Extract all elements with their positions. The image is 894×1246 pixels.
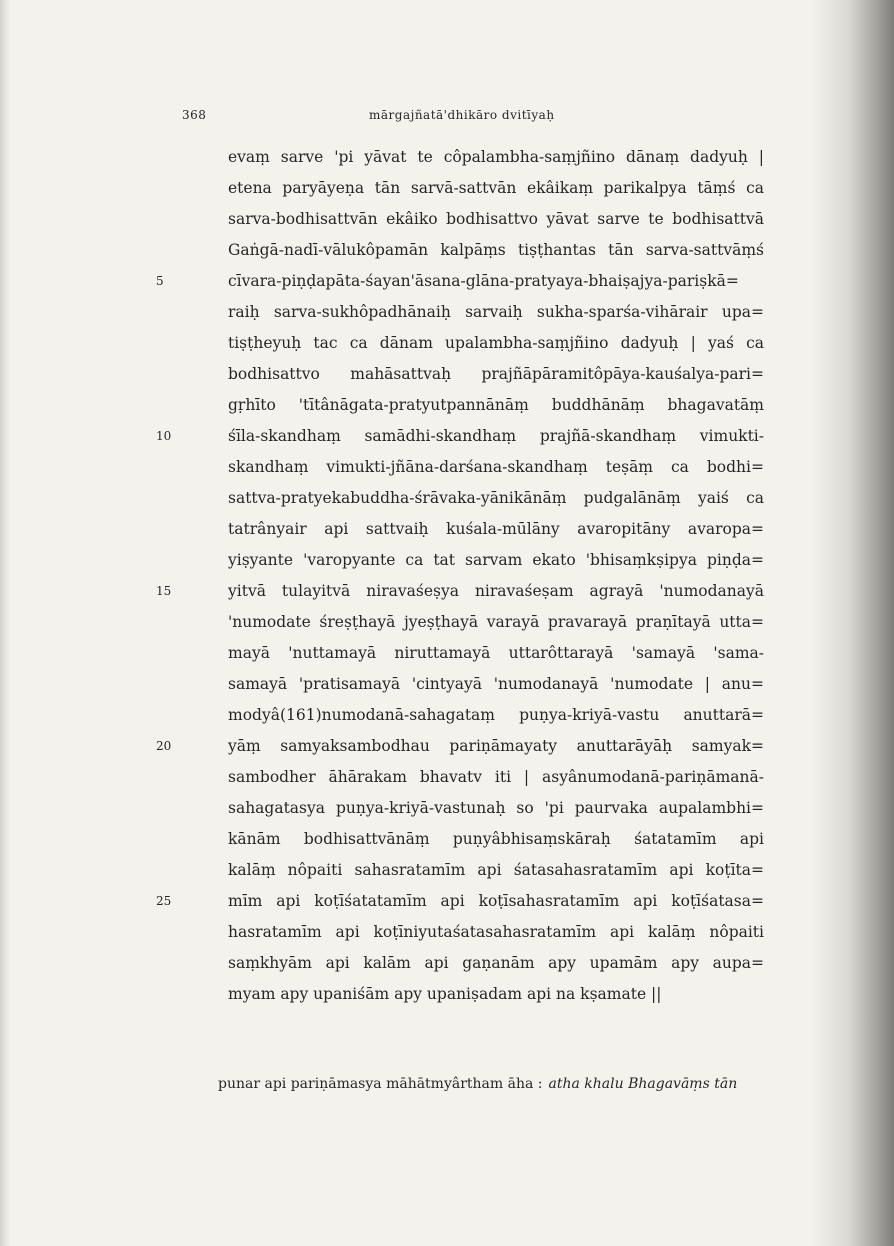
text-line: bodhisattvo mahāsattvaḥ prajñāpāramitôpāya-kauśalya-pari= — [228, 365, 764, 383]
text-line: hasratamīm api koṭīniyutaśatasahasratamīm api kalāṃ nôpaiti — [228, 923, 764, 941]
page-number: 368 — [182, 108, 207, 122]
line-number: 20 — [156, 739, 172, 753]
text-line: cīvara-piṇḍapāta-śayan'āsana-glāna-pratyaya-bhaiṣajya-pariṣkā= — [228, 272, 739, 290]
text-line: mīm api koṭīśatatamīm api koṭīsahasratamīm api koṭīśatasa= — [228, 892, 764, 910]
text-line: sambodher āhārakam bhavatv iti | asyânumodanā-pariṇāmanā- — [228, 768, 764, 786]
line-number: 15 — [156, 584, 172, 598]
text-line: evaṃ sarve 'pi yāvat te côpalambha-saṃjñino dānaṃ dadyuḥ | — [228, 148, 764, 166]
text-line: yāṃ samyaksambodhau pariṇāmayaty anuttarāyāḥ samyak= — [228, 737, 764, 755]
running-title: mārgajñatā'dhikāro dvitīyaḥ — [369, 108, 555, 122]
text-line: yitvā tulayitvā niravaśeṣya niravaśeṣam agrayā 'numodanayā — [228, 582, 764, 600]
next-section-lead — [218, 1076, 737, 1092]
text-line: samayā 'pratisamayā 'cintyayā 'numodanayā 'numodate | anu= — [228, 675, 764, 693]
text-line: saṃkhyām api kalām api gaṇanām apy upamām apy aupa= — [228, 954, 764, 972]
text-line: tiṣṭheyuḥ tac ca dānam upalambha-saṃjñino dadyuḥ | yaś ca — [228, 334, 764, 352]
text-line: kalāṃ nôpaiti sahasratamīm api śatasahasratamīm api koṭīta= — [228, 861, 764, 879]
text-line: gṛhīto 'tītânāgata-pratyutpannānāṃ buddhānāṃ bhagavatāṃ — [228, 396, 764, 414]
text-line: 'numodate śreṣṭhayā jyeṣṭhayā varayā pravarayā praṇītayā utta= — [228, 613, 764, 631]
scan-edge-left — [0, 0, 10, 1246]
text-line: raiḥ sarva-sukhôpadhānaiḥ sarvaiḥ sukha-sparśa-vihārair upa= — [228, 303, 764, 321]
text-line: mayā 'nuttamayā niruttamayā uttarôttarayā 'samayā 'sama- — [228, 644, 764, 662]
text-line: etena paryāyeṇa tān sarvā-sattvān ekâikaṃ parikalpya tāṃś ca — [228, 179, 764, 197]
text-line: tatrânyair api sattvaiḥ kuśala-mūlāny avaropitāny avaropa= — [228, 520, 764, 538]
text-line: modyâ(161)numodanā-sahagataṃ puṇya-kriyā-vastu anuttarā= — [228, 706, 764, 724]
text-line: Gaṅgā-nadī-vālukôpamān kalpāṃs tiṣṭhantas tān sarva-sattvāṃś — [228, 241, 764, 259]
text-line: śīla-skandhaṃ samādhi-skandhaṃ prajñā-skandhaṃ vimukti- — [228, 427, 764, 445]
next-section-italic: atha khalu Bhagavāṃs tān — [548, 1076, 738, 1092]
text-line: yiṣyante 'varopyante ca tat sarvam ekato 'bhisaṃkṣipya piṇḍa= — [228, 551, 764, 569]
line-number: 5 — [156, 274, 164, 288]
text-line: skandhaṃ vimukti-jñāna-darśana-skandhaṃ teṣāṃ ca bodhi= — [228, 458, 764, 476]
next-section-text: punar api pariṇāmasya māhātmyârtham āha : — [218, 1076, 543, 1092]
line-number: 25 — [156, 894, 172, 908]
text-line: kānām bodhisattvānāṃ puṇyâbhisaṃskāraḥ śatatamīm api — [228, 830, 764, 848]
text-line: sarva-bodhisattvān ekâiko bodhisattvo yāvat sarve te bodhisattvā — [228, 210, 764, 228]
scan-edge-shadow — [810, 0, 894, 1246]
line-number: 10 — [156, 429, 172, 443]
text-line: sattva-pratyekabuddha-śrāvaka-yānikānāṃ pudgalānāṃ yaiś ca — [228, 489, 764, 507]
text-line: sahagatasya puṇya-kriyā-vastunaḥ so 'pi paurvaka aupalambhi= — [228, 799, 764, 817]
text-line: myam apy upaniśām apy upaniṣadam api na kṣamate || — [228, 985, 662, 1003]
